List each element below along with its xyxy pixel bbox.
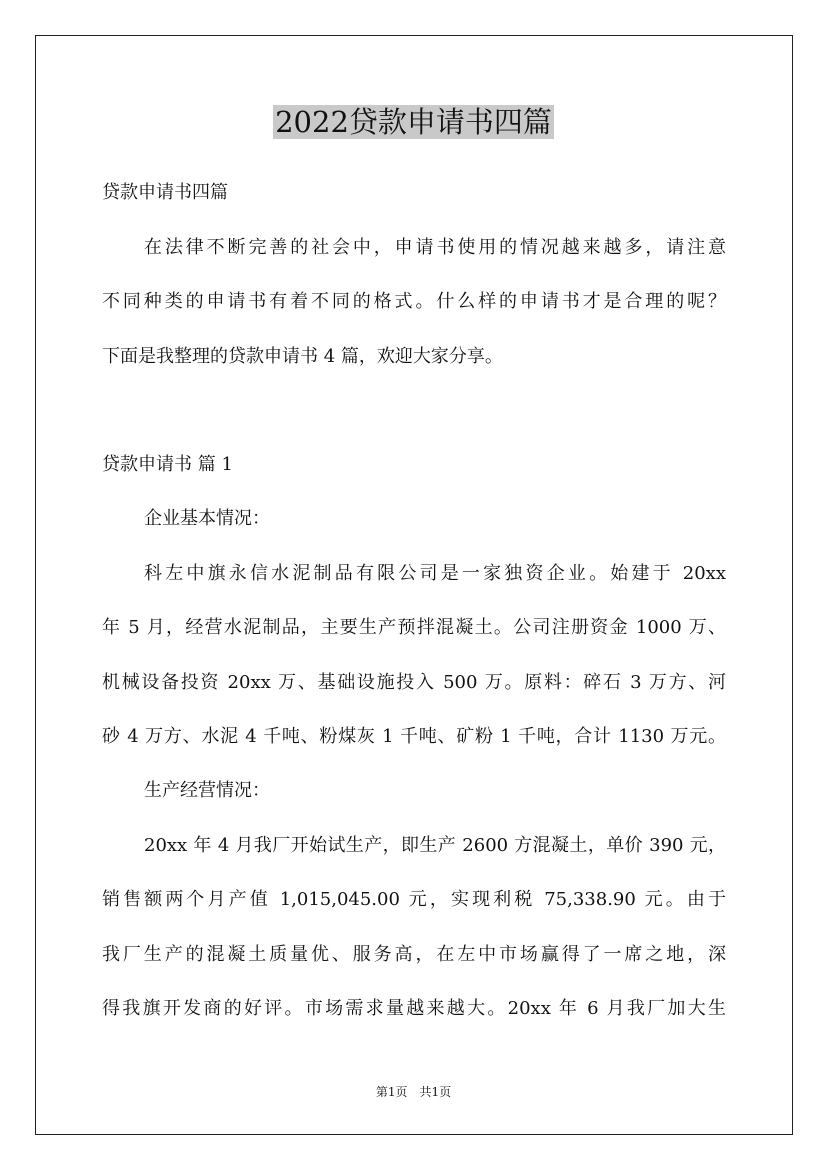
page-footer: 第1页 共1页 xyxy=(375,1085,452,1099)
document-title xyxy=(0,103,827,141)
company-line-2: 年 5 月，经营水泥制品，主要生产预拌混凝土。公司注册资金 1000 万、 xyxy=(102,617,726,638)
company-line-1: 科左中旗永信水泥制品有限公司是一家独资企业。始建于 20xx xyxy=(144,563,726,584)
intro-line-3: 下面是我整理的贷款申请书 4 篇，欢迎大家分享。 xyxy=(102,346,503,367)
operation-line-3: 我厂生产的混凝土质量优、服务高，在左中市场赢得了一席之地，深 xyxy=(102,944,726,965)
intro-line-1: 在法律不断完善的社会中，申请书使用的情况越来越多，请注意 xyxy=(144,237,726,258)
operation-line-1: 20xx 年 4 月我厂开始试生产，即生产 2600 方混凝土，单价 390 元， xyxy=(144,835,726,856)
operation-line-4: 得我旗开发商的好评。市场需求量越来越大。20xx 年 6 月我厂加大生 xyxy=(102,998,726,1019)
operation-line-2: 销售额两个月产值 1,015,045.00 元，实现利税 75,338.90 元。由于 xyxy=(102,889,726,910)
section-heading: 贷款申请书 篇 1 xyxy=(102,454,233,475)
company-line-4: 砂 4 万方、水泥 4 千吨、粉煤灰 1 千吨、矿粉 1 千吨，合计 1130 万元。 xyxy=(102,726,726,747)
company-line-3: 机械设备投资 20xx 万、基础设施投入 500 万。原料：碎石 3 万方、河 xyxy=(102,672,726,693)
document-subtitle: 贷款申请书四篇 xyxy=(102,182,228,203)
company-heading: 企业基本情况： xyxy=(144,508,270,529)
operation-heading: 生产经营情况： xyxy=(144,780,270,801)
intro-line-2: 不同种类的申请书有着不同的格式。什么样的申请书才是合理的呢？ xyxy=(102,291,726,312)
document-title-text: 2022贷款申请书四篇 xyxy=(275,105,552,139)
